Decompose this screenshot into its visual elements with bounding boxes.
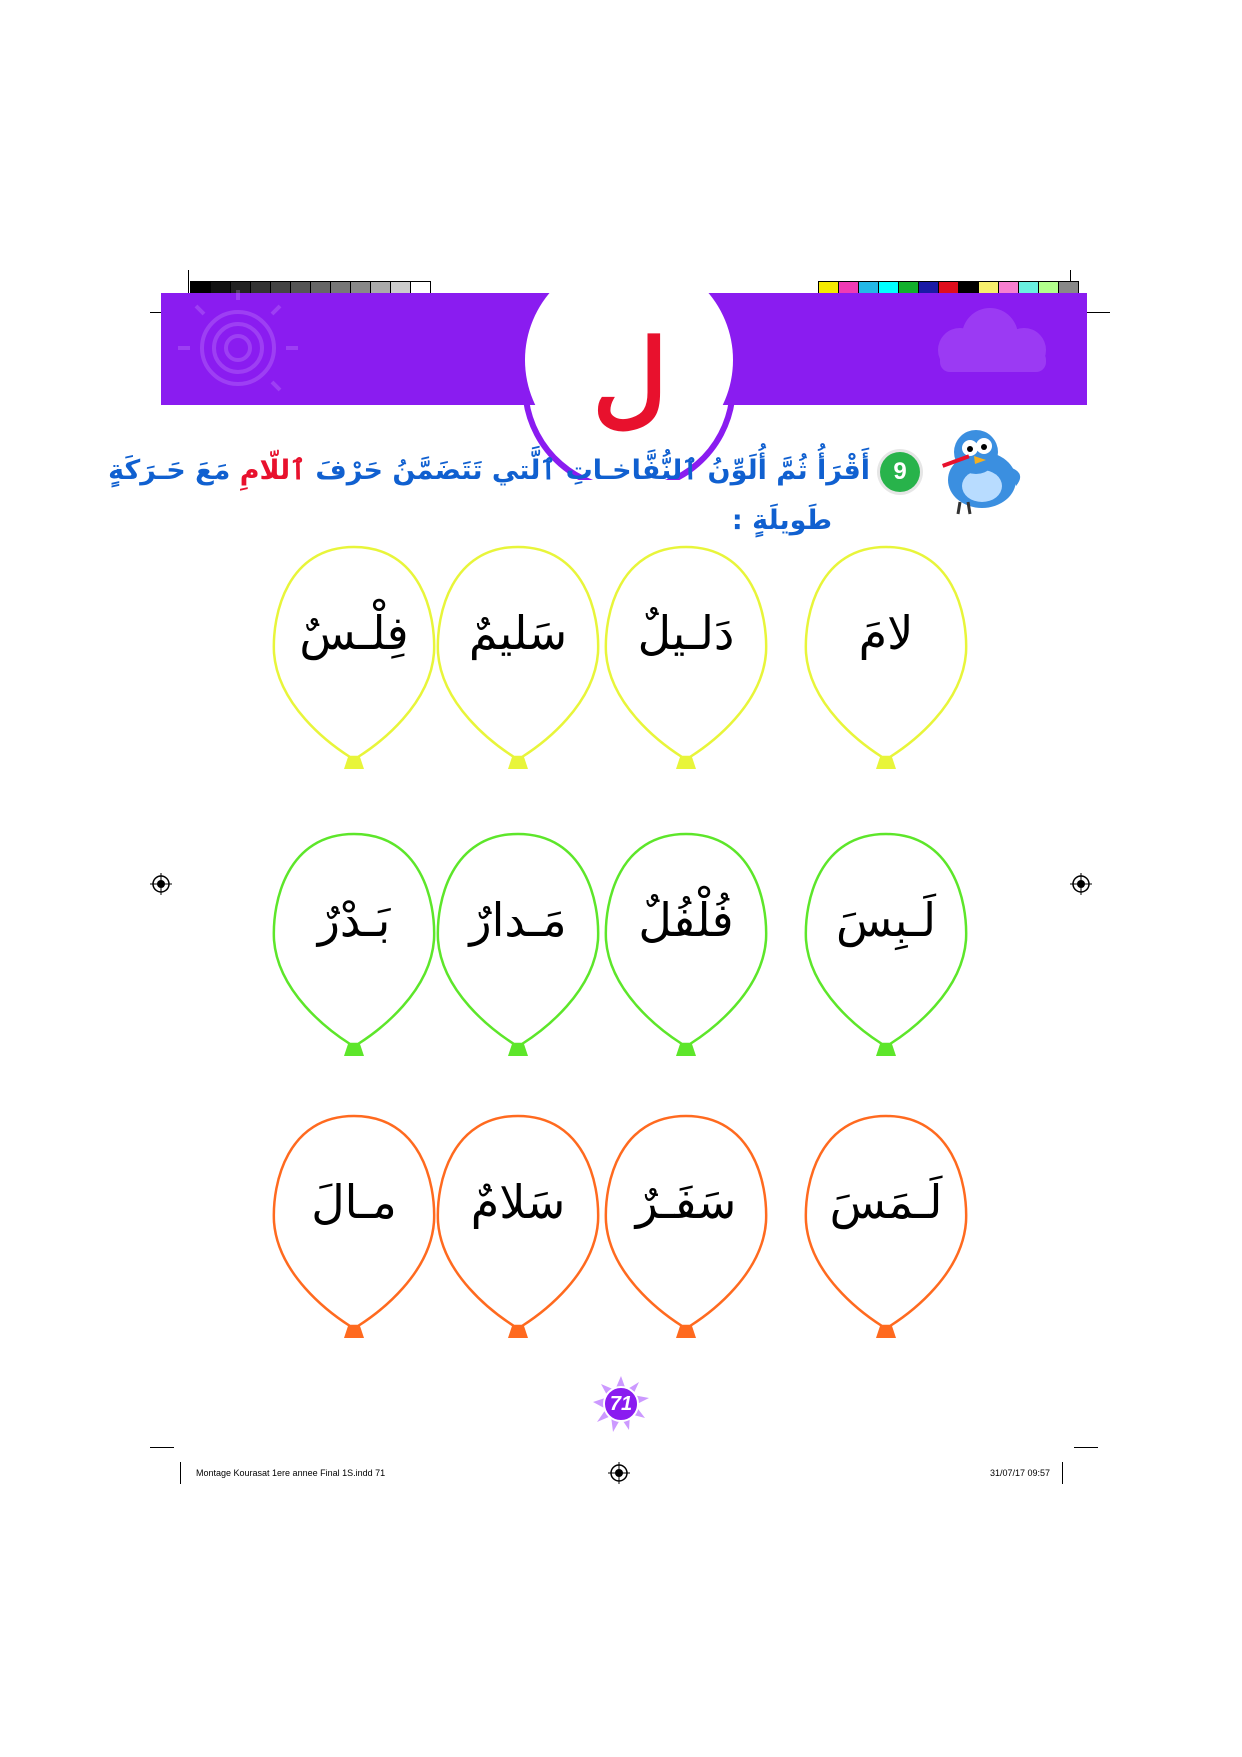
balloon-word: سَفَـرٌ xyxy=(635,1175,737,1229)
balloon-word: دَلـيلٌ xyxy=(637,606,735,660)
header-letter: ل xyxy=(592,316,668,439)
balloon-word: سَليمٌ xyxy=(468,606,568,660)
crop-mark xyxy=(180,1462,181,1484)
footer-file-label: Montage Kourasat 1ere annee Final 1S.indd 71 xyxy=(196,1468,386,1478)
registration-mark-left xyxy=(150,873,172,895)
instruction-highlight: ٱللّامِ xyxy=(239,455,306,486)
balloon-word: بَـدْرٌ xyxy=(317,893,391,947)
balloon-word: مـالَ xyxy=(311,1175,397,1229)
balloon[interactable] xyxy=(602,830,770,1062)
balloon[interactable] xyxy=(802,1112,970,1344)
balloon-word: لَـبِسَ xyxy=(835,893,937,947)
instruction-prefix: أَقْرَأُ ثُمَّ أُلَوِّنُ ٱلنُّفَّاخـاتِ ٱلَّتي تَتَضَمَّنُ حَرْفَ xyxy=(305,455,870,486)
crop-mark xyxy=(1074,1447,1098,1448)
balloon[interactable] xyxy=(602,543,770,775)
crop-mark xyxy=(1062,1462,1063,1484)
balloon[interactable] xyxy=(270,830,438,1062)
balloon-word: سَلامٌ xyxy=(470,1175,566,1229)
balloon[interactable] xyxy=(602,1112,770,1344)
instruction-suffix: مَعَ حَـرَكَةٍ xyxy=(108,455,240,486)
page-number: 71 xyxy=(609,1393,633,1415)
balloon[interactable] xyxy=(802,543,970,775)
balloon[interactable] xyxy=(434,1112,602,1344)
crop-mark xyxy=(150,1447,174,1448)
balloon-word: فِلْـسٌ xyxy=(299,606,409,660)
balloon[interactable] xyxy=(802,830,970,1062)
registration-mark-right xyxy=(1070,873,1092,895)
balloon-word: لامَ xyxy=(858,606,914,660)
balloon-word: مَـدارٌ xyxy=(469,893,567,947)
balloon-word: لَـمَسَ xyxy=(829,1175,943,1229)
balloon-word: فُلْفُلٌ xyxy=(638,893,734,947)
instruction-line-1 xyxy=(108,455,870,486)
registration-mark-bottom xyxy=(608,1462,630,1484)
bird-mascot-icon xyxy=(920,420,1030,520)
balloon[interactable] xyxy=(270,543,438,775)
instruction-line-2: طَويلَةٍ : xyxy=(731,505,832,536)
exercise-number-badge: 9 xyxy=(880,452,920,492)
balloon[interactable] xyxy=(434,830,602,1062)
footer-timestamp: 31/07/17 09:57 xyxy=(990,1468,1051,1478)
balloon[interactable] xyxy=(270,1112,438,1344)
balloon[interactable] xyxy=(434,543,602,775)
